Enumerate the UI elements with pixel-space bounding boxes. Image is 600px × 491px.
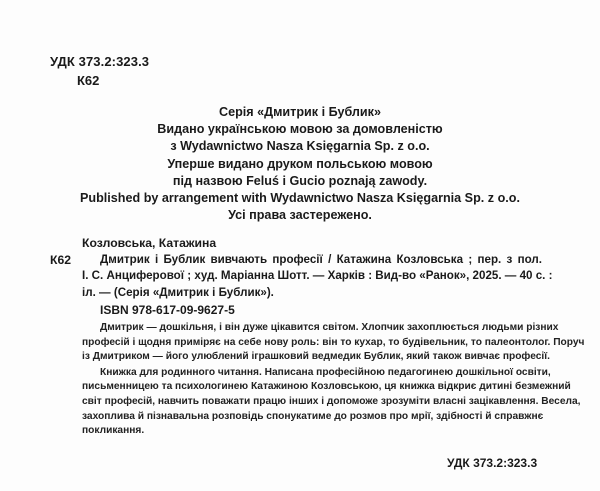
udk-code-top: УДК 373.2:323.3 bbox=[50, 54, 150, 69]
original-title-line: під назвою Feluś i Gucio poznają zawody. bbox=[172, 173, 428, 188]
udk-code-bottom: УДК 373.2:323.3 bbox=[447, 456, 538, 470]
annotation-line: із Дмитриком — його улюблений іграшковий ведмедик Бублик, який також вивчає професії. bbox=[82, 351, 550, 363]
copyright-line: Усі права застережено. bbox=[228, 208, 372, 223]
description-line: іл. — (Серія «Дмитрик і Бублик»). bbox=[82, 285, 274, 299]
annotation-line: Книжка для родинного читання. Написана професійною педагогинею дошкільної освіти, bbox=[100, 366, 551, 378]
author-mark-top: К62 bbox=[77, 73, 100, 88]
annotation-line: захоплива й пізнавальна розповідь спонукатиме до розмов про мрії, здібності й справжнє bbox=[82, 410, 544, 422]
annotation-line: Дмитрик — дошкільня, і він дуже цікавится світом. Хлопчик захоплюється людьми різних bbox=[100, 322, 559, 333]
catalog-author-mark: К62 bbox=[50, 253, 71, 267]
imprint-line: Уперше видано друком польською мовою bbox=[167, 156, 433, 171]
annotation-line: письменницею та психологинею Катажиною Козловською, ця книжка відкриє дитині безмежний bbox=[82, 381, 571, 393]
imprint-block bbox=[0, 104, 600, 224]
description-line: І. С. Анциферової ; худ. Маріанна Шотт. — Харків : Вид-во «Ранок», 2025. — 40 с. : bbox=[82, 269, 553, 283]
annotation bbox=[82, 321, 585, 439]
annotation-paragraph-1 bbox=[82, 321, 585, 365]
arrangement-line: Published by arrangement with Wydawnictwo Nasza Księgarnia Sp. z o.o. bbox=[80, 191, 520, 206]
annotation-paragraph-2 bbox=[82, 366, 581, 439]
annotation-line: професій і щодня приміряє на себе нову роль: він то кухар, то будівельник, то палеонтолог. Поруч bbox=[82, 336, 585, 348]
annotation-line: покликання. bbox=[82, 425, 145, 437]
description-line: Дмитрик і Бублик вивчають професії / Катажина Козловська ; пер. з пол. bbox=[100, 253, 542, 266]
catalog-author-heading: Козловська, Катажина bbox=[82, 236, 217, 250]
series-line: Серія «Дмитрик і Бублик» bbox=[219, 105, 381, 119]
imprint-line: з Wydawnictwo Nasza Księgarnia Sp. z o.o. bbox=[170, 139, 430, 154]
bibliographic-description bbox=[82, 252, 553, 301]
annotation-line: світ професій, навчить поважати працю інших і допоможе зрозуміти власні зацікавлення. Весела, bbox=[82, 395, 581, 407]
imprint-line: Видано українською мовою за домовленістю bbox=[157, 122, 443, 137]
isbn: ISBN 978-617-09-9627-5 bbox=[100, 303, 235, 317]
